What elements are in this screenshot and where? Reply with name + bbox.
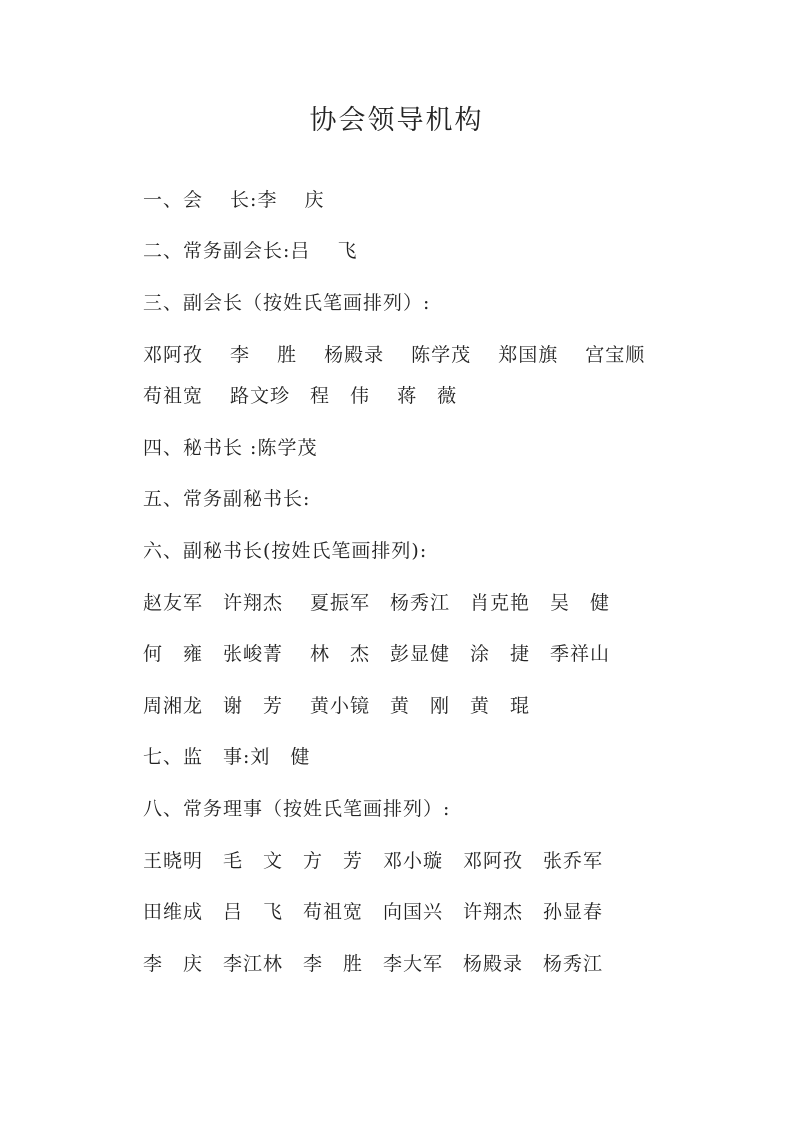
supervisor-line: 七、监 事:刘 健 xyxy=(143,746,311,768)
vice-presidents-names-row-2: 苟祖宽 路文珍 程 伟 蒋 薇 xyxy=(143,385,458,407)
vice-presidents-heading: 三、副会长（按姓氏笔画排列）: xyxy=(143,292,431,314)
standing-directors-names-row-2: 田维成 吕 飞 苟祖宽 向国兴 许翔杰 孙显春 xyxy=(143,901,604,923)
standing-directors-names-row-3: 李 庆 李江林 李 胜 李大军 杨殿录 杨秀江 xyxy=(143,953,604,975)
page-title: 协会领导机构 xyxy=(309,105,484,136)
deputy-secretaries-names-row-1: 赵友军 许翔杰 夏振军 杨秀江 肖克艳 吴 健 xyxy=(143,592,611,614)
deputy-secretaries-names-row-2: 何 雍 张峻菁 林 杰 彭显健 涂 捷 季祥山 xyxy=(143,643,611,665)
standing-directors-names-row-1: 王晓明 毛 文 方 芳 邓小璇 邓阿孜 张乔军 xyxy=(143,850,604,872)
executive-deputy-secretary-line: 五、常务副秘书长: xyxy=(143,488,311,510)
deputy-secretaries-names-row-3: 周湘龙 谢 芳 黄小镜 黄 刚 黄 琨 xyxy=(143,695,531,717)
vice-presidents-names-row-1: 邓阿孜 李 胜 杨殿录 陈学茂 郑国旗 宫宝顺 xyxy=(143,344,646,366)
executive-vice-president-line: 二、常务副会长:吕 飞 xyxy=(143,240,358,262)
standing-directors-heading: 八、常务理事（按姓氏笔画排列）: xyxy=(143,798,451,820)
deputy-secretaries-heading: 六、副秘书长(按姓氏笔画排列): xyxy=(143,540,428,562)
secretary-general-line: 四、秘书长 :陈学茂 xyxy=(143,437,318,459)
president-line: 一、会 长:李 庆 xyxy=(143,189,325,211)
